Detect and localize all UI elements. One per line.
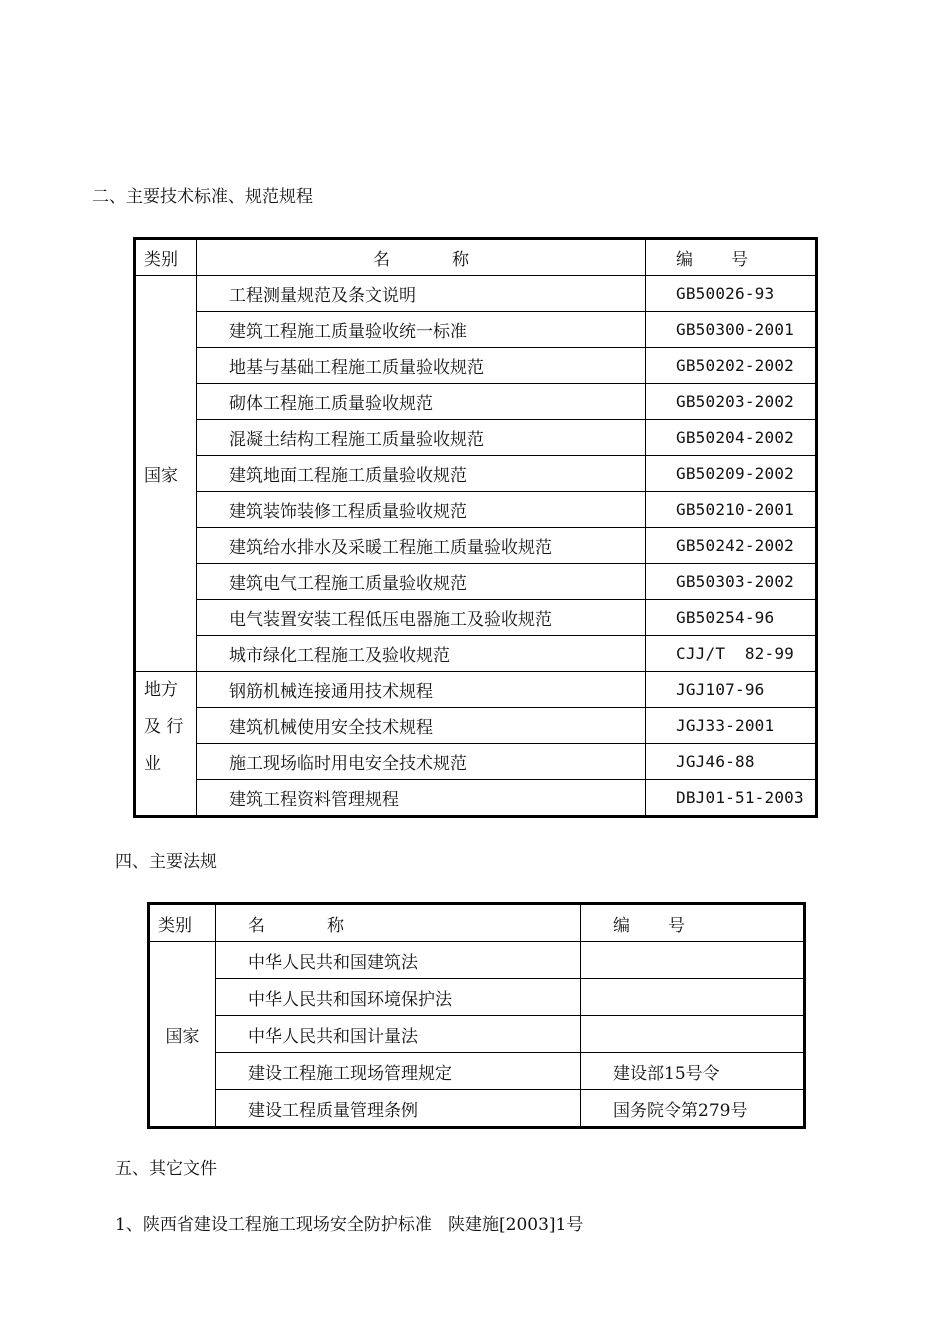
table-header-row bbox=[149, 904, 805, 942]
table-row bbox=[135, 492, 817, 528]
standard-name: 城市绿化工程施工及验收规范 bbox=[197, 636, 646, 672]
standard-code: GB50209-2002 bbox=[646, 456, 817, 492]
regulations-table bbox=[147, 902, 806, 1129]
table-row bbox=[135, 528, 817, 564]
standard-code: GB50242-2002 bbox=[646, 528, 817, 564]
section-heading-regulations: 四、主要法规 bbox=[115, 852, 217, 872]
header-name: 名 称 bbox=[197, 239, 646, 276]
header-category: 类别 bbox=[135, 239, 197, 276]
standard-name: 地基与基础工程施工质量验收规范 bbox=[197, 348, 646, 384]
standard-name: 建筑电气工程施工质量验收规范 bbox=[197, 564, 646, 600]
standard-name: 建筑机械使用安全技术规程 bbox=[197, 708, 646, 744]
header-code: 编 号 bbox=[646, 239, 817, 276]
standard-code: GB50210-2001 bbox=[646, 492, 817, 528]
standard-code: GB50203-2002 bbox=[646, 384, 817, 420]
standard-code: CJJ/T 82-99 bbox=[646, 636, 817, 672]
standard-name: 建筑地面工程施工质量验收规范 bbox=[197, 456, 646, 492]
table-row bbox=[135, 672, 817, 708]
table-row bbox=[135, 744, 817, 780]
regulation-name: 中华人民共和国建筑法 bbox=[216, 942, 581, 979]
standard-name: 混凝土结构工程施工质量验收规范 bbox=[197, 420, 646, 456]
standard-code: JGJ46-88 bbox=[646, 744, 817, 780]
table-row bbox=[135, 348, 817, 384]
standard-code: GB50303-2002 bbox=[646, 564, 817, 600]
table-row bbox=[149, 942, 805, 979]
regulation-code bbox=[581, 942, 805, 979]
table-row bbox=[135, 312, 817, 348]
other-document-item: 1、陕西省建设工程施工现场安全防护标准 陕建施[2003]1号 bbox=[115, 1215, 584, 1235]
table-row bbox=[135, 708, 817, 744]
regulation-code: 建设部15号令 bbox=[581, 1053, 805, 1090]
header-category: 类别 bbox=[149, 904, 216, 942]
table-row bbox=[135, 564, 817, 600]
regulation-name: 中华人民共和国环境保护法 bbox=[216, 979, 581, 1016]
standard-name: 建筑工程施工质量验收统一标准 bbox=[197, 312, 646, 348]
standard-code: GB50026-93 bbox=[646, 276, 817, 312]
standard-code: GB50300-2001 bbox=[646, 312, 817, 348]
standard-name: 电气装置安装工程低压电器施工及验收规范 bbox=[197, 600, 646, 636]
header-code: 编 号 bbox=[581, 904, 805, 942]
table-row bbox=[135, 456, 817, 492]
standard-name: 钢筋机械连接通用技术规程 bbox=[197, 672, 646, 708]
regulation-name: 建设工程质量管理条例 bbox=[216, 1090, 581, 1128]
category-national: 国家 bbox=[149, 942, 216, 1128]
standards-table bbox=[133, 237, 818, 818]
regulation-code: 国务院令第279号 bbox=[581, 1090, 805, 1128]
standard-code: JGJ107-96 bbox=[646, 672, 817, 708]
regulation-name: 中华人民共和国计量法 bbox=[216, 1016, 581, 1053]
standard-name: 砌体工程施工质量验收规范 bbox=[197, 384, 646, 420]
table-row bbox=[135, 276, 817, 312]
table-row bbox=[149, 979, 805, 1016]
standard-code: JGJ33-2001 bbox=[646, 708, 817, 744]
table-row bbox=[135, 780, 817, 817]
table-row bbox=[135, 600, 817, 636]
standard-name: 建筑给水排水及采暖工程施工质量验收规范 bbox=[197, 528, 646, 564]
standard-name: 施工现场临时用电安全技术规范 bbox=[197, 744, 646, 780]
header-name: 名 称 bbox=[216, 904, 581, 942]
standard-code: DBJ01-51-2003 bbox=[646, 780, 817, 817]
standard-name: 建筑工程资料管理规程 bbox=[197, 780, 646, 817]
table-row bbox=[149, 1016, 805, 1053]
regulation-code bbox=[581, 1016, 805, 1053]
standard-code: GB50204-2002 bbox=[646, 420, 817, 456]
regulation-code bbox=[581, 979, 805, 1016]
category-national: 国家 bbox=[135, 276, 197, 672]
standard-code: GB50202-2002 bbox=[646, 348, 817, 384]
table-row bbox=[135, 420, 817, 456]
table-row bbox=[135, 384, 817, 420]
section-heading-other-documents: 五、其它文件 bbox=[115, 1159, 217, 1179]
table-row bbox=[135, 636, 817, 672]
standard-code: GB50254-96 bbox=[646, 600, 817, 636]
table-header-row bbox=[135, 239, 817, 276]
section-heading-standards: 二、主要技术标准、规范规程 bbox=[92, 187, 313, 207]
standard-name: 建筑装饰装修工程质量验收规范 bbox=[197, 492, 646, 528]
table-row bbox=[149, 1090, 805, 1128]
table-row bbox=[149, 1053, 805, 1090]
standard-name: 工程测量规范及条文说明 bbox=[197, 276, 646, 312]
category-local-industry: 地方 及 行 业 bbox=[135, 672, 197, 817]
regulation-name: 建设工程施工现场管理规定 bbox=[216, 1053, 581, 1090]
